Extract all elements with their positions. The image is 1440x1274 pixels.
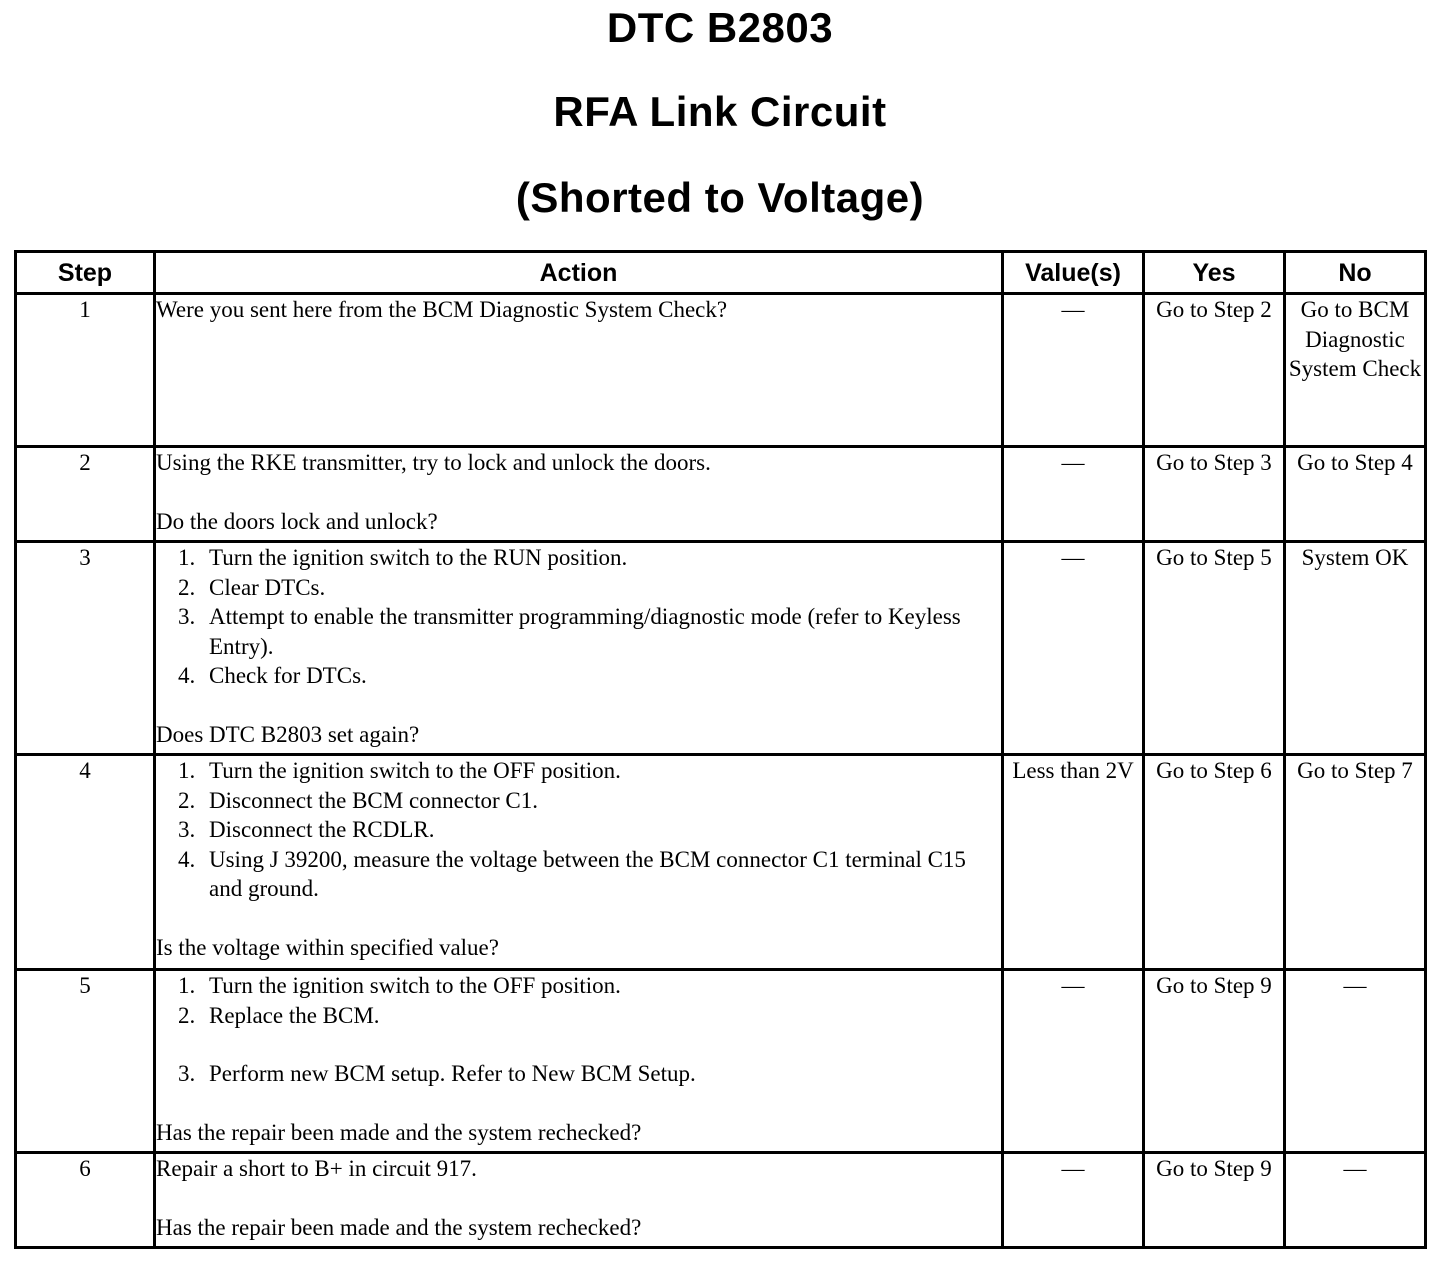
substep-text: Turn the ignition switch to the OFF position. [209, 758, 621, 783]
action-text: Repair a short to B+ in circuit 917. [156, 1156, 477, 1181]
substep-text: Check for DTCs. [209, 663, 367, 688]
spacer [156, 478, 1001, 507]
action-cell [155, 542, 1003, 755]
yes-cell: Go to Step 5 [1144, 542, 1285, 755]
yes-cell: Go to Step 2 [1144, 294, 1285, 447]
substep [156, 815, 1001, 845]
action-question: Has the repair been made and the system rechecked? [156, 1119, 642, 1145]
no-cell: Go to Step 4 [1285, 447, 1426, 542]
value-cell: — [1003, 970, 1144, 1153]
substep-list [156, 971, 1001, 1089]
page-title: DTC B2803 [606, 4, 834, 51]
action-text: Using the RKE transmitter, try to lock and unlock the doors. [156, 450, 711, 475]
value-cell: Less than 2V [1003, 755, 1144, 970]
action-question: Has the repair been made and the system rechecked? [156, 1214, 642, 1240]
substep-text: Clear DTCs. [209, 574, 326, 600]
table-row [16, 1153, 1426, 1248]
substep-number: 3. [178, 604, 196, 629]
page-subtitle-condition: (Shorted to Voltage) [515, 174, 925, 221]
header-action: Action [155, 252, 1003, 294]
action-cell [155, 294, 1003, 447]
spacer [156, 1089, 1001, 1118]
table-row [16, 294, 1426, 447]
substep-number: 4. [178, 663, 196, 688]
spacer [156, 691, 1001, 720]
substep-number: 3. [178, 1061, 196, 1086]
action-cell [155, 755, 1003, 970]
substep [156, 845, 1001, 904]
substep-number: 2. [178, 787, 196, 813]
page-subtitle: RFA Link Circuit [553, 88, 887, 135]
substep-list [156, 543, 1001, 691]
header-values: Value(s) [1003, 252, 1144, 294]
substep-text: Replace the BCM. [209, 1002, 380, 1028]
action-question: Do the doors lock and unlock? [156, 508, 438, 534]
no-cell: System OK [1285, 542, 1426, 755]
substep-number: 1. [178, 545, 196, 570]
substep-number: 1. [178, 973, 196, 998]
table-row [16, 447, 1426, 542]
substep [156, 602, 1001, 661]
header-yes: Yes [1144, 252, 1285, 294]
diagnostic-table [14, 250, 1427, 1249]
substep-text: Perform new BCM setup. Refer to New BCM Setup. [209, 1061, 696, 1086]
value-cell: — [1003, 294, 1144, 447]
substep-text: Turn the ignition switch to the OFF position. [209, 973, 621, 998]
action-cell [155, 447, 1003, 542]
table-row [16, 970, 1426, 1153]
substep [156, 1059, 1001, 1089]
action-cell [155, 970, 1003, 1153]
action-question: Does DTC B2803 set again? [156, 721, 420, 747]
value-cell: — [1003, 1153, 1144, 1248]
substep [156, 971, 1001, 1001]
substep-list [156, 756, 1001, 904]
substep-number: 3. [178, 817, 196, 842]
step-number: 1 [16, 294, 155, 447]
substep [156, 786, 1001, 816]
step-number: 5 [16, 970, 155, 1153]
no-cell: — [1285, 1153, 1426, 1248]
spacer [156, 904, 1001, 933]
no-cell: Go to BCM Diagnostic System Check [1285, 294, 1426, 447]
yes-cell: Go to Step 9 [1144, 1153, 1285, 1248]
value-cell: — [1003, 542, 1144, 755]
substep [156, 543, 1001, 573]
yes-cell: Go to Step 3 [1144, 447, 1285, 542]
substep [156, 573, 1001, 603]
step-number: 4 [16, 755, 155, 970]
action-text: Were you sent here from the BCM Diagnostic System Check? [156, 297, 728, 322]
substep [156, 756, 1001, 786]
substep-text: Disconnect the BCM connector C1. [209, 787, 538, 813]
spacer [156, 1184, 1001, 1213]
table-header-row [16, 252, 1426, 294]
table-row [16, 755, 1426, 970]
substep [156, 1001, 1001, 1031]
header-no: No [1285, 252, 1426, 294]
spacer [156, 1030, 1001, 1059]
step-number: 6 [16, 1153, 155, 1248]
substep-text: Disconnect the RCDLR. [209, 817, 435, 842]
yes-cell: Go to Step 6 [1144, 755, 1285, 970]
substep-text: Turn the ignition switch to the RUN position. [209, 545, 628, 570]
substep-text: Using J 39200, measure the voltage between the BCM connector C1 terminal C15 and ground. [209, 846, 966, 901]
step-number: 2 [16, 447, 155, 542]
substep-number: 4. [178, 846, 196, 872]
header-step: Step [16, 252, 155, 294]
substep-number: 2. [178, 1002, 196, 1028]
substep-number: 1. [178, 758, 196, 783]
action-cell [155, 1153, 1003, 1248]
no-cell: — [1285, 970, 1426, 1153]
substep-text: Attempt to enable the transmitter programming/diagnostic mode (refer to Keyless Entry). [209, 604, 961, 659]
no-cell: Go to Step 7 [1285, 755, 1426, 970]
value-cell: — [1003, 447, 1144, 542]
table-row [16, 542, 1426, 755]
action-question: Is the voltage within specified value? [156, 934, 499, 960]
yes-cell: Go to Step 9 [1144, 970, 1285, 1153]
substep [156, 661, 1001, 691]
step-number: 3 [16, 542, 155, 755]
substep-number: 2. [178, 574, 196, 600]
